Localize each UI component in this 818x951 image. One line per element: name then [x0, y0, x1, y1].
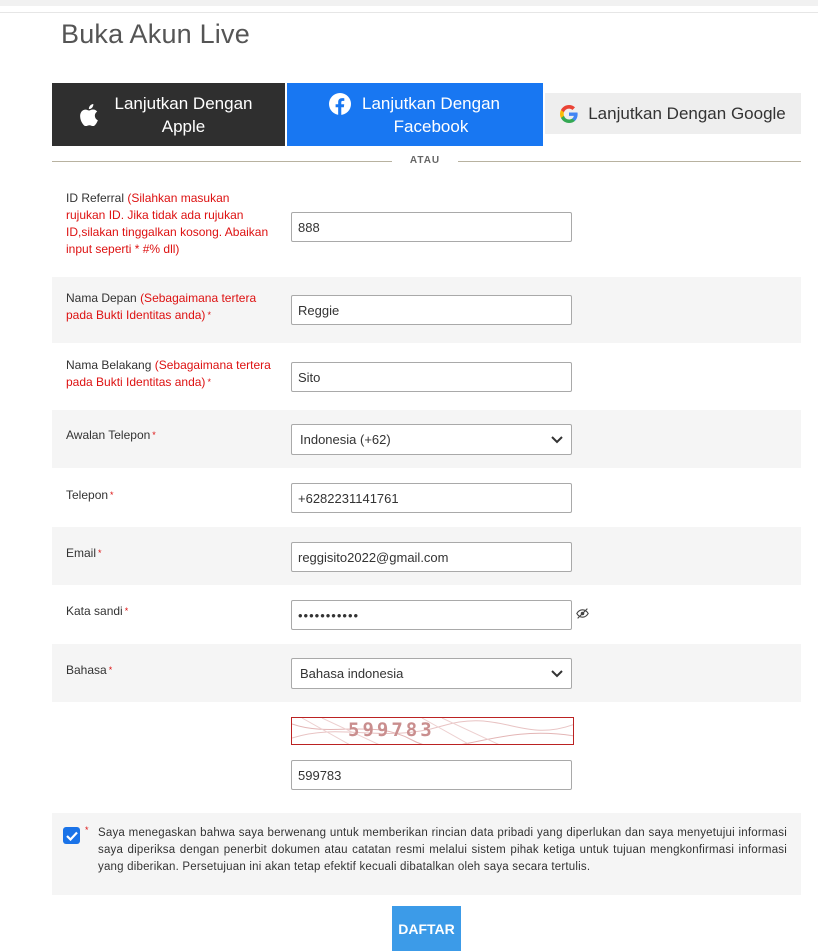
- facebook-login-label: Lanjutkan Dengan Facebook: [361, 93, 500, 136]
- first-name-label: Nama Depan: [66, 291, 137, 305]
- first-name-input[interactable]: [291, 295, 572, 325]
- email-input[interactable]: [291, 542, 572, 572]
- phone-label-block: [66, 487, 271, 504]
- language-label: Bahasa: [66, 663, 107, 677]
- required-marker: *: [98, 548, 102, 558]
- captcha-image[interactable]: [291, 717, 574, 745]
- language-label-block: [66, 662, 271, 679]
- captcha-input[interactable]: [291, 760, 572, 790]
- google-login-label: Lanjutkan Dengan Google: [588, 104, 786, 123]
- last-name-input[interactable]: [291, 362, 572, 392]
- password-input[interactable]: [291, 600, 572, 630]
- facebook-login-button[interactable]: [287, 83, 543, 146]
- required-marker: *: [207, 310, 211, 320]
- referral-input[interactable]: [291, 212, 572, 242]
- language-select[interactable]: [291, 658, 572, 689]
- eye-icon[interactable]: [576, 607, 589, 620]
- google-login-button[interactable]: [545, 93, 801, 134]
- required-marker: *: [152, 430, 156, 440]
- password-label: Kata sandi: [66, 604, 123, 618]
- required-marker: *: [108, 665, 113, 675]
- required-marker: *: [207, 377, 211, 387]
- apple-icon: [79, 104, 99, 126]
- consent-section: [52, 813, 801, 895]
- top-divider: [0, 12, 818, 13]
- language-value: Bahasa indonesia: [300, 666, 404, 681]
- last-name-hint: (Sebagaimana tertera pada Bukti Identitas anda): [66, 358, 271, 389]
- phone-prefix-select[interactable]: [291, 424, 572, 455]
- apple-login-label: Lanjutkan Dengan Apple: [114, 93, 253, 136]
- phone-prefix-label: Awalan Telepon: [66, 428, 151, 442]
- phone-input[interactable]: [291, 483, 572, 513]
- last-name-label-block: [66, 357, 271, 391]
- consent-checkbox[interactable]: [63, 827, 80, 844]
- email-label: Email: [66, 546, 97, 560]
- chevron-down-icon: [551, 670, 563, 678]
- divider-label: ATAU: [409, 155, 441, 166]
- google-icon: [560, 105, 578, 123]
- phone-label: Telepon: [66, 488, 109, 502]
- phone-prefix-label-block: [66, 427, 271, 444]
- password-label-block: [66, 603, 271, 620]
- chevron-down-icon: [551, 436, 563, 444]
- email-label-block: [66, 545, 271, 562]
- referral-label-block: [66, 190, 271, 258]
- first-name-hint: (Sebagaimana tertera pada Bukti Identitas anda): [66, 291, 257, 322]
- first-name-label-block: [66, 290, 271, 324]
- top-bar: [0, 0, 818, 6]
- required-marker: *: [110, 490, 114, 500]
- apple-login-button[interactable]: [52, 83, 285, 146]
- required-marker: *: [124, 606, 129, 616]
- page-title: Buka Akun Live: [61, 19, 250, 49]
- last-name-label: Nama Belakang: [66, 358, 152, 372]
- facebook-icon: [329, 93, 351, 115]
- consent-text: Saya menegaskan bahwa saya berwenang untuk memberikan rincian data pribadi yang diperlukan dan saya menyetujui informasi saya diperiksa dengan penerbit dokumen atau catatan resmi melalui sistem pihak ketiga untuk tujuan mengkonfirmasi informasi yang diberikan. Persetujuan ini akan tetap efektif kecuali dibatalkan oleh saya secara tertulis.: [98, 827, 787, 873]
- divider-line-right: [458, 161, 801, 162]
- referral-label: ID Referral: [66, 191, 125, 205]
- submit-button[interactable]: DAFTAR: [392, 906, 461, 951]
- required-marker: *: [85, 825, 89, 835]
- checkmark-icon: [66, 831, 78, 841]
- captcha-code: 599783: [348, 719, 435, 741]
- referral-hint: (Silahkan masukan rujukan ID. Jika tidak ada rujukan ID,silakan tinggalkan kosong. Abaikan input seperti * #% dll): [66, 191, 269, 256]
- phone-prefix-value: Indonesia (+62): [300, 432, 391, 447]
- divider-line-left: [52, 161, 392, 162]
